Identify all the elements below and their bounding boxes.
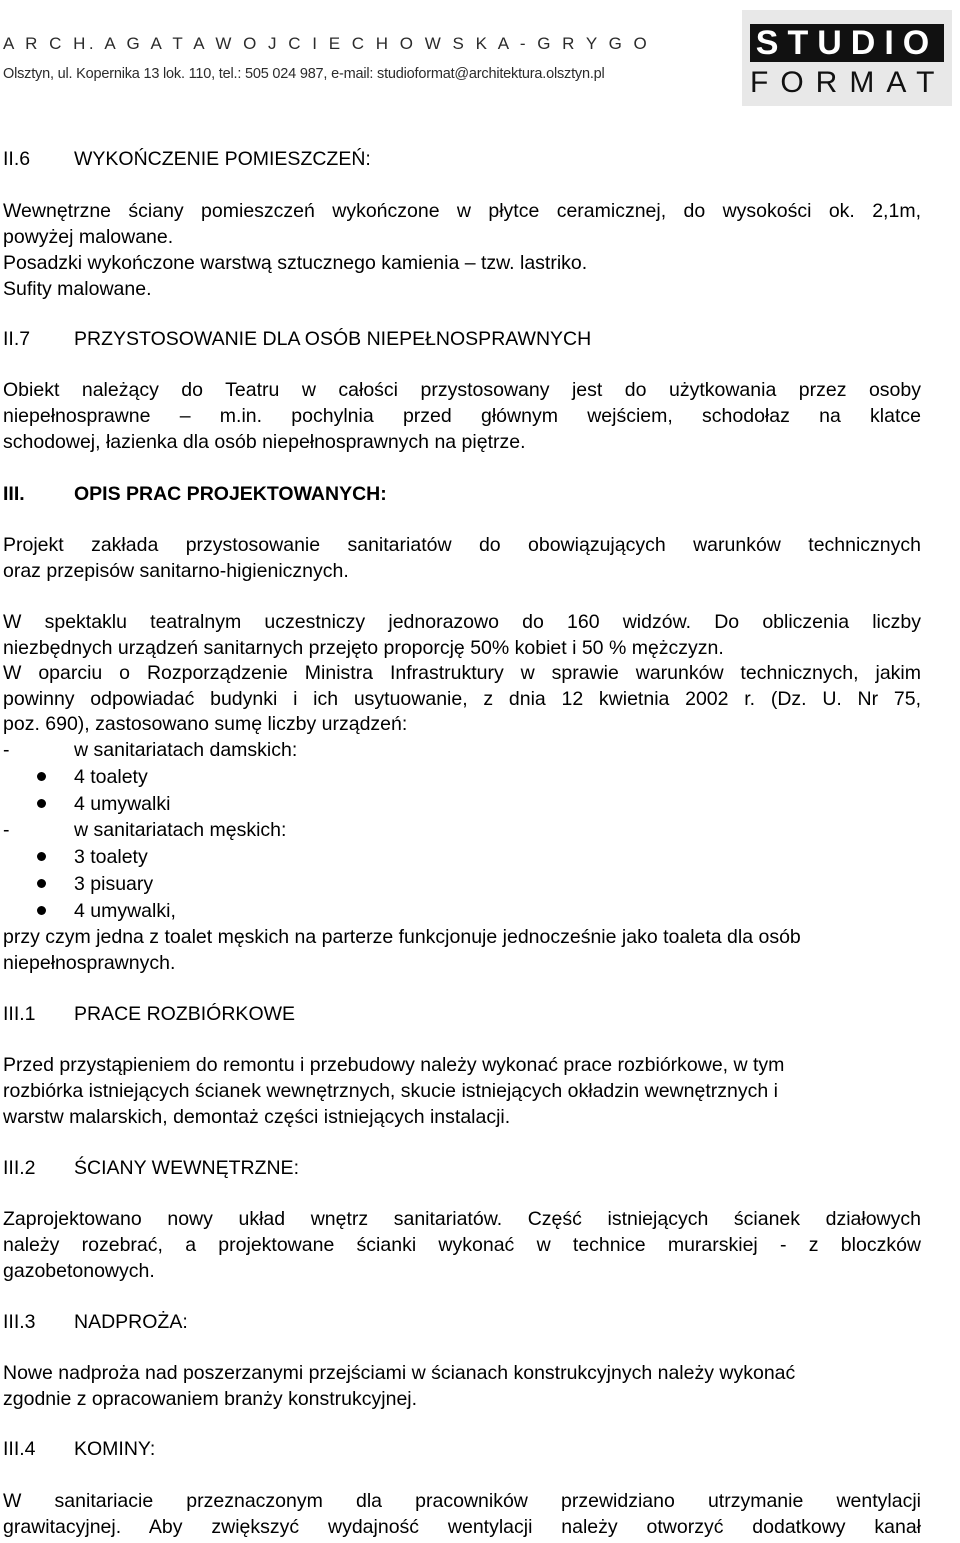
paragraph-line: Przed przystąpieniem do remontu i przebudowy należy wykonać prace rozbiórkowe, w tym (3, 1054, 785, 1076)
paragraph-line: Nowe nadproża nad poszerzanymi przejściami w ścianach konstrukcyjnych należy wykonać (3, 1362, 796, 1384)
logo-top-text: STUDIO (750, 24, 944, 62)
section-title: KOMINY: (74, 1438, 156, 1460)
list-item: 4 umywalki, (74, 900, 176, 922)
paragraph-line: W oparciu o Rozporządzenie Ministra Infrastruktury w sprawie warunków technicznych, jakim (3, 662, 921, 684)
bullet-icon (37, 906, 46, 915)
logo-bottom-text: FORMAT (750, 66, 947, 99)
paragraph-line: rozbiórka istniejących ścianek wewnętrznych, skucie istniejących okładzin wewnętrznych i (3, 1080, 778, 1102)
list-group-label: w sanitariatach męskich: (74, 819, 287, 841)
studio-format-logo (742, 10, 952, 106)
paragraph-line: zgodnie z opracowaniem branży konstrukcyjnej. (3, 1388, 418, 1410)
paragraph-line: powyżej malowane. (3, 226, 174, 248)
bullet-icon (37, 879, 46, 888)
firm-address: Olsztyn, ul. Kopernika 13 lok. 110, tel.: 505 024 987, e-mail: studioformat@architektura.olsztyn.pl (3, 66, 605, 82)
list-dash: - (3, 739, 10, 761)
section-number: III.4 (3, 1438, 36, 1460)
paragraph-line: oraz przepisów sanitarno-higienicznych. (3, 560, 349, 582)
paragraph-line: Obiekt należący do Teatru w całości przystosowany jest do użytkowania przez osoby (3, 379, 921, 401)
section-number: III. (3, 483, 25, 505)
bullet-icon (37, 852, 46, 861)
list-item: 3 pisuary (74, 873, 154, 895)
bullet-icon (37, 799, 46, 808)
section-title: NADPROŻA: (74, 1311, 188, 1333)
list-dash: - (3, 819, 10, 841)
paragraph-line: grawitacyjnej. Aby zwiększyć wydajność wentylacji należy otworzyć dodatkowy kanał (3, 1516, 921, 1538)
paragraph-line: niepełnosprawne – m.in. pochylnia przed głównym wejściem, schodołaz na klatce (3, 405, 921, 427)
paragraph-line: W sanitariacie przeznaczonym dla pracowników przewidziano utrzymanie wentylacji (3, 1490, 921, 1512)
paragraph-line: Sufity malowane. (3, 278, 152, 300)
section-number: III.3 (3, 1311, 36, 1333)
paragraph-line: powinny odpowiadać budynki i ich usytuowanie, z dnia 12 kwietnia 2002 r. (Dz. U. Nr 75, (3, 688, 921, 710)
paragraph-line: Projekt zakłada przystosowanie sanitariatów do obowiązujących warunków technicznych (3, 534, 921, 556)
paragraph-line: poz. 690), zastosowano sumę liczby urządzeń: (3, 713, 408, 735)
list-item: 4 toalety (74, 766, 148, 788)
paragraph-line: W spektaklu teatralnym uczestniczy jednorazowo do 160 widzów. Do obliczenia liczby (3, 611, 921, 633)
section-title: PRACE ROZBIÓRKOWE (74, 1003, 296, 1025)
paragraph-line: Posadzki wykończone warstwą sztucznego kamienia – tzw. lastriko. (3, 252, 588, 274)
paragraph-line: gazobetonowych. (3, 1260, 155, 1282)
paragraph-line: niepełnosprawnych. (3, 952, 176, 974)
paragraph-line: schodowej, łazienka dla osób niepełnosprawnych na piętrze. (3, 431, 526, 453)
section-number: III.2 (3, 1157, 36, 1179)
section-title: OPIS PRAC PROJEKTOWANYCH: (74, 483, 387, 505)
section-title: ŚCIANY WEWNĘTRZNE: (74, 1157, 299, 1179)
firm-name: A R C H. A G A T A W O J C I E C H O W S K A - G R Y G O (3, 34, 651, 53)
paragraph-line: niezbędnych urządzeń sanitarnych przejęto proporcję 50% kobiet i 50 % mężczyzn. (3, 637, 724, 659)
section-number: III.1 (3, 1003, 36, 1025)
list-group-label: w sanitariatach damskich: (74, 739, 298, 761)
bullet-icon (37, 772, 46, 781)
section-title: PRZYSTOSOWANIE DLA OSÓB NIEPEŁNOSPRAWNYCH (74, 328, 592, 350)
paragraph-line: przy czym jedna z toalet męskich na parterze funkcjonuje jednocześnie jako toaleta dla osób (3, 926, 801, 948)
section-title: WYKOŃCZENIE POMIESZCZEŃ: (74, 148, 371, 170)
section-number: II.6 (3, 148, 31, 170)
paragraph-line: Wewnętrzne ściany pomieszczeń wykończone w płytce ceramicznej, do wysokości ok. 2,1m, (3, 200, 921, 222)
section-number: II.7 (3, 328, 31, 350)
list-item: 3 toalety (74, 846, 148, 868)
paragraph-line: należy rozebrać, a projektowane ścianki wykonać w technice murarskiej - z bloczków (3, 1234, 921, 1256)
paragraph-line: Zaprojektowano nowy układ wnętrz sanitariatów. Część istniejących ścianek działowych (3, 1208, 921, 1230)
paragraph-line: warstw malarskich, demontaż części istniejących instalacji. (3, 1106, 511, 1128)
list-item: 4 umywalki (74, 793, 171, 815)
